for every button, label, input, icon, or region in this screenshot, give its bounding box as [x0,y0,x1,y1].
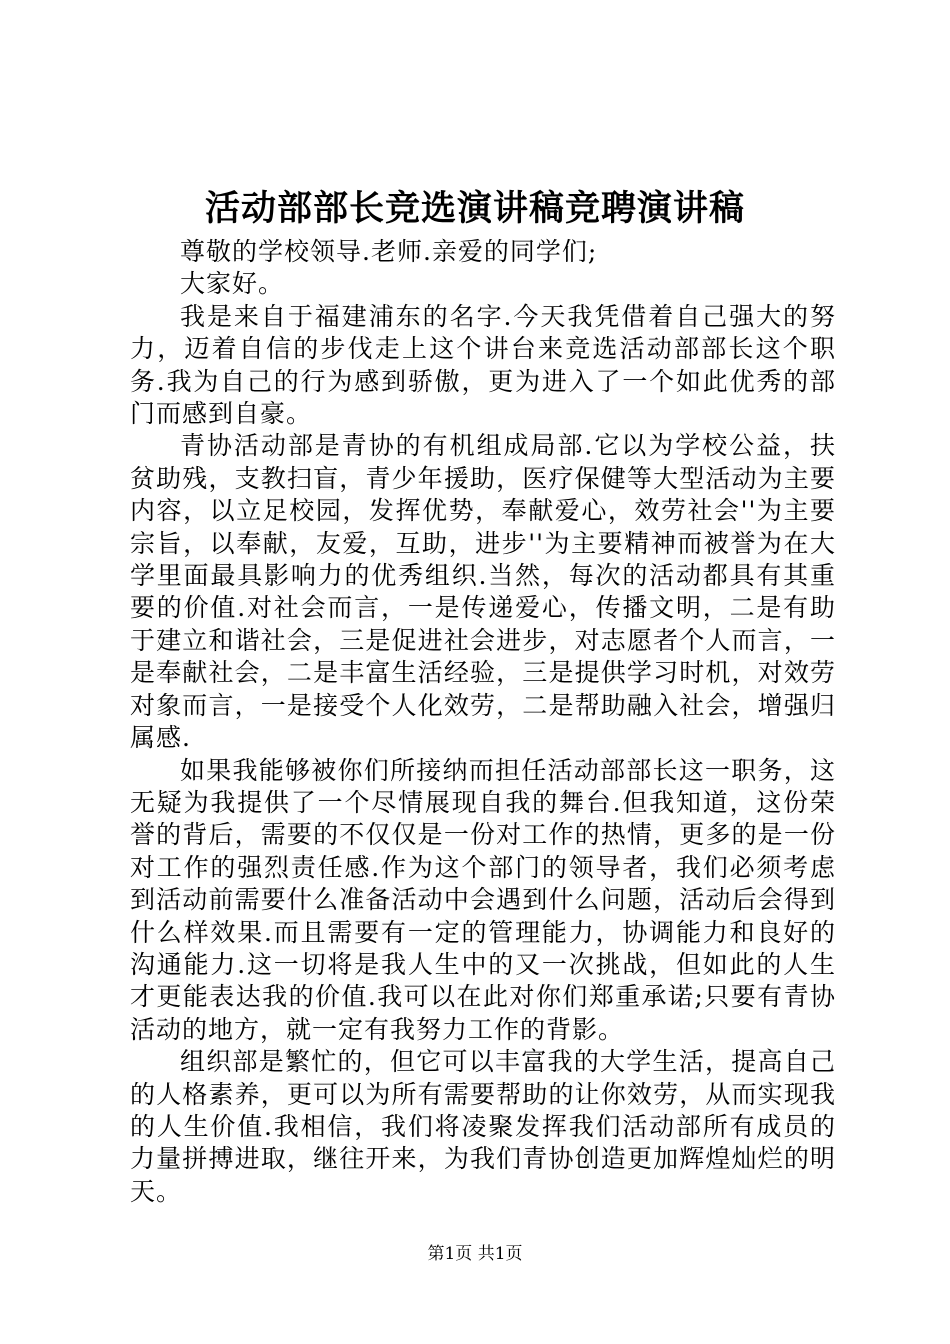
document-title: 活动部部长竞选演讲稿竞聘演讲稿 [204,188,745,229]
paragraph-introduction: 我是来自于福建浦东的名字.今天我凭借着自己强大的努力，迈着自信的步伐走上这个讲台来竞选活动部部长这个职务.我为自己的行为感到骄傲，更为进入了一个如此优秀的部门而感到自豪。 [130,301,836,429]
paragraph-conclusion: 组织部是繁忙的，但它可以丰富我的大学生活，提高自己的人格素养，更可以为所有需要帮助的让你效劳，从而实现我的人生价值.我相信，我们将凌聚发挥我们活动部所有成员的力量拼搏进取，继往开来，为我们青协创造更加辉煌灿烂的明天。 [130,1047,836,1206]
page-number: 第1页 共1页 [427,1244,523,1264]
paragraph-commitment: 如果我能够被你们所接纳而担任活动部部长这一职务，这无疑为我提供了一个尽情展现自我的舞台.但我知道，这份荣誉的背后，需要的不仅仅是一份对工作的热情，更多的是一份对工作的强烈责任感.作为这个部门的领导者，我们必须考虑到活动前需要什么准备活动中会遇到什么问题，活动后会得到什么样效果.而且需要有一定的管理能力，协调能力和良好的沟通能力.这一切将是我人生中的又一次挑战，但如此的人生才更能表达我的价值.我可以在此对你们郑重承诺;只要有青协活动的地方，就一定有我努力工作的背影。 [130,755,836,1044]
greeting: 大家好。 [180,269,285,299]
salutation: 尊敬的学校领导.老师.亲爱的同学们; [180,237,598,266]
paragraph-department: 青协活动部是青协的有机组成局部.它以为学校公益，扶贫助残，支教扫盲，青少年援助，医疗保健等大型活动为主要内容，以立足校园，发挥优势，奉献爱心，效劳社会''为主要宗旨，以奉献，友爱，互助，进步''为主要精神而被誉为在大学里面最具影响力的优秀组织.当然，每次的活动都具有其重要的价值.对社会而言，一是传递爱心，传播文明，二是有助于建立和谐社会，三是促进社会进步，对志愿者个人而言，一是奉献社会，二是丰富生活经验，三是提供学习时机，对效劳对象而言，一是接受个人化效劳，二是帮助融入社会，增强归属感. [130,431,836,753]
document-body [130,236,836,1208]
